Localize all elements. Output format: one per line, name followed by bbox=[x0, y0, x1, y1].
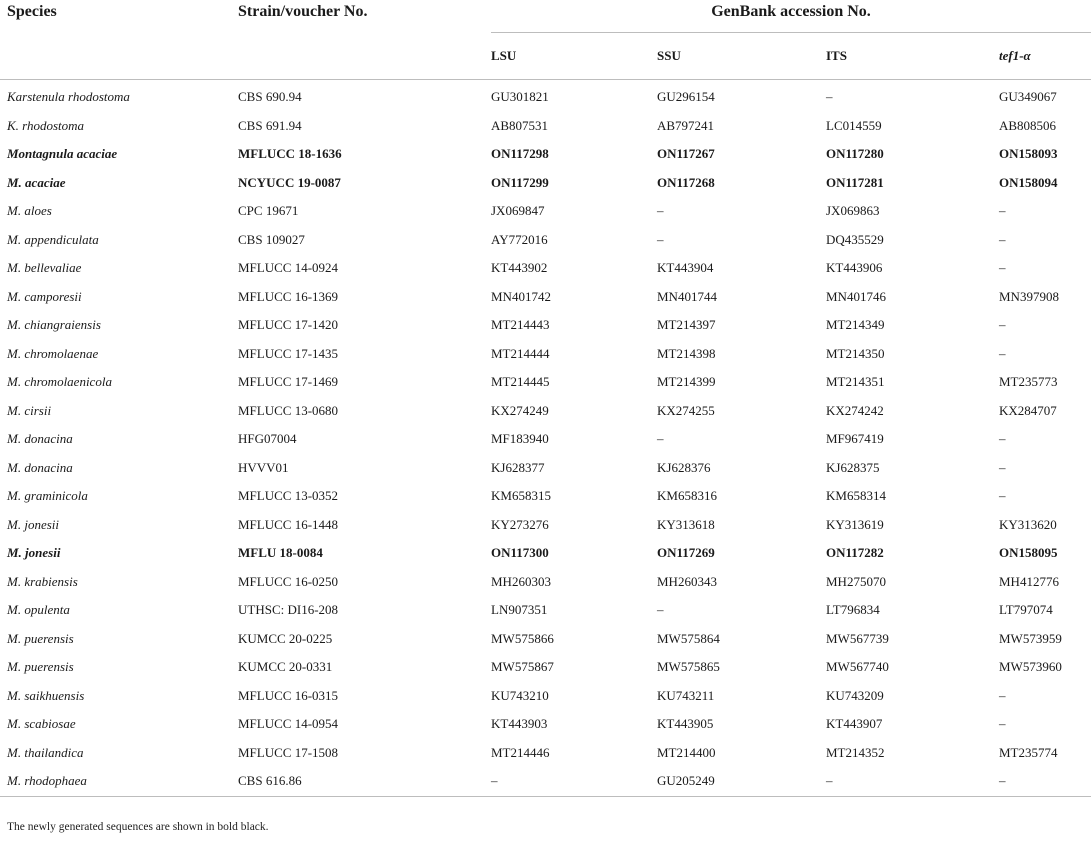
cell-species: M. aloes bbox=[7, 203, 52, 219]
cell-tef: MT235774 bbox=[999, 744, 1058, 760]
cell-its: MN401746 bbox=[826, 288, 886, 304]
cell-strain: MFLUCC 13-0680 bbox=[238, 402, 339, 418]
cell-tef: – bbox=[999, 488, 1006, 504]
cell-tef: – bbox=[999, 203, 1006, 219]
cell-species: M. chromolaenicola bbox=[7, 374, 112, 390]
cell-species: M. donacina bbox=[7, 431, 73, 447]
cell-species: M. puerensis bbox=[7, 630, 74, 646]
header-ssu: SSU bbox=[657, 33, 826, 80]
cell-lsu: MN401742 bbox=[491, 288, 551, 304]
cell-species: Karstenula rhodostoma bbox=[7, 89, 130, 105]
cell-ssu: KT443904 bbox=[657, 260, 714, 276]
cell-species: M. graminicola bbox=[7, 488, 88, 504]
cell-strain: MFLUCC 16-1369 bbox=[238, 288, 339, 304]
cell-strain: MFLUCC 13-0352 bbox=[238, 488, 339, 504]
cell-species: M. puerensis bbox=[7, 659, 74, 675]
cell-tef: MW573960 bbox=[999, 659, 1062, 675]
cell-its: KY313619 bbox=[826, 516, 884, 532]
table-row bbox=[0, 283, 1091, 312]
table-row bbox=[0, 682, 1091, 711]
cell-strain: MFLUCC 17-1508 bbox=[238, 744, 339, 760]
cell-tef: MN397908 bbox=[999, 288, 1059, 304]
cell-ssu: KY313618 bbox=[657, 516, 715, 532]
cell-tef: – bbox=[999, 231, 1006, 247]
cell-lsu: MW575866 bbox=[491, 630, 554, 646]
cell-tef: ON158093 bbox=[999, 146, 1058, 162]
cell-strain: KUMCC 20-0225 bbox=[238, 630, 333, 646]
cell-its: KJ628375 bbox=[826, 459, 880, 475]
cell-strain: MFLU 18-0084 bbox=[238, 545, 323, 561]
cell-tef: MW573959 bbox=[999, 630, 1062, 646]
cell-its: KM658314 bbox=[826, 488, 886, 504]
cell-strain: UTHSC: DI16-208 bbox=[238, 602, 339, 618]
cell-tef: – bbox=[999, 687, 1006, 703]
header-its: ITS bbox=[826, 33, 999, 80]
cell-lsu: MW575867 bbox=[491, 659, 554, 675]
cell-its: KX274242 bbox=[826, 402, 884, 418]
cell-tef: – bbox=[999, 317, 1006, 333]
cell-its: JX069863 bbox=[826, 203, 880, 219]
cell-its: DQ435529 bbox=[826, 231, 884, 247]
cell-ssu: MT214400 bbox=[657, 744, 716, 760]
cell-lsu: – bbox=[491, 767, 657, 796]
cell-its: MW567740 bbox=[826, 659, 889, 675]
cell-species: M. cirsii bbox=[7, 402, 52, 418]
cell-ssu: – bbox=[657, 431, 664, 447]
table-row bbox=[0, 653, 1091, 682]
cell-lsu: JX069847 bbox=[491, 203, 545, 219]
cell-ssu: KM658316 bbox=[657, 488, 717, 504]
cell-lsu: AB807531 bbox=[491, 117, 549, 133]
cell-ssu: KJ628376 bbox=[657, 459, 711, 475]
cell-strain: CBS 691.94 bbox=[238, 117, 302, 133]
cell-its: LT796834 bbox=[826, 602, 880, 618]
cell-species: M. donacina bbox=[7, 459, 73, 475]
cell-its: LC014559 bbox=[826, 117, 882, 133]
cell-strain: MFLUCC 17-1435 bbox=[238, 345, 339, 361]
header-lsu: LSU bbox=[491, 33, 657, 80]
cell-strain: MFLUCC 18-1636 bbox=[238, 146, 342, 162]
cell-tef: – bbox=[999, 345, 1006, 361]
cell-strain: MFLUCC 16-0315 bbox=[238, 687, 339, 703]
cell-ssu: MT214399 bbox=[657, 374, 716, 390]
cell-its: MF967419 bbox=[826, 431, 884, 447]
cell-tef: KY313620 bbox=[999, 516, 1057, 532]
cell-its: KT443907 bbox=[826, 716, 883, 732]
cell-strain: HVVV01 bbox=[238, 459, 289, 475]
cell-strain: CBS 109027 bbox=[238, 231, 305, 247]
table-footnote: The newly generated sequences are shown in bold black. bbox=[7, 821, 269, 833]
table-row bbox=[0, 511, 1091, 540]
cell-ssu: GU205249 bbox=[657, 767, 826, 796]
cell-strain: CPC 19671 bbox=[238, 203, 299, 219]
table-row bbox=[0, 425, 1091, 454]
cell-ssu: AB797241 bbox=[657, 117, 715, 133]
cell-lsu: KJ628377 bbox=[491, 459, 545, 475]
table-row bbox=[0, 340, 1091, 369]
table-row bbox=[0, 254, 1091, 283]
cell-ssu: – bbox=[657, 231, 664, 247]
table-row bbox=[0, 739, 1091, 768]
table-row bbox=[0, 140, 1091, 169]
cell-its: MT214349 bbox=[826, 317, 885, 333]
cell-its: KU743209 bbox=[826, 687, 884, 703]
cell-lsu: ON117299 bbox=[491, 174, 549, 190]
cell-its: ON117282 bbox=[826, 545, 884, 561]
cell-species: M. opulenta bbox=[7, 602, 70, 618]
cell-lsu: MT214443 bbox=[491, 317, 550, 333]
cell-strain: MFLUCC 16-1448 bbox=[238, 516, 339, 532]
cell-lsu: KX274249 bbox=[491, 402, 549, 418]
table-row bbox=[0, 197, 1091, 226]
cell-strain: KUMCC 20-0331 bbox=[238, 659, 333, 675]
cell-lsu: MT214445 bbox=[491, 374, 550, 390]
cell-ssu: MN401744 bbox=[657, 288, 717, 304]
cell-species: M. scabiosae bbox=[7, 716, 76, 732]
cell-species: M. camporesii bbox=[7, 288, 82, 304]
cell-strain: MFLUCC 14-0954 bbox=[238, 716, 339, 732]
cell-species: M. saikhuensis bbox=[7, 687, 85, 703]
cell-ssu: ON117267 bbox=[657, 146, 715, 162]
cell-lsu: KU743210 bbox=[491, 687, 549, 703]
cell-its: MW567739 bbox=[826, 630, 889, 646]
table-row bbox=[0, 112, 1091, 141]
cell-tef: MH412776 bbox=[999, 573, 1059, 589]
cell-tef: – bbox=[999, 767, 1091, 796]
table-row bbox=[0, 482, 1091, 511]
cell-its: – bbox=[826, 89, 833, 105]
cell-its: KT443906 bbox=[826, 260, 883, 276]
cell-species: M. krabiensis bbox=[7, 573, 78, 589]
table-row bbox=[0, 625, 1091, 654]
cell-tef: AB808506 bbox=[999, 117, 1057, 133]
cell-its: MT214350 bbox=[826, 345, 885, 361]
cell-ssu: KX274255 bbox=[657, 402, 715, 418]
cell-lsu: MT214444 bbox=[491, 345, 550, 361]
cell-species: M. jonesii bbox=[7, 545, 61, 561]
table-row bbox=[0, 311, 1091, 340]
cell-strain: CBS 690.94 bbox=[238, 89, 302, 105]
header-genbank: GenBank accession No. bbox=[491, 0, 1091, 33]
cell-species: K. rhodostoma bbox=[7, 117, 85, 133]
cell-its: MT214351 bbox=[826, 374, 885, 390]
cell-its: ON117280 bbox=[826, 146, 884, 162]
cell-ssu: KU743211 bbox=[657, 687, 715, 703]
cell-ssu: MT214397 bbox=[657, 317, 716, 333]
cell-species: M. chiangraiensis bbox=[7, 317, 101, 333]
cell-strain: MFLUCC 17-1469 bbox=[238, 374, 339, 390]
cell-its: MT214352 bbox=[826, 744, 885, 760]
cell-species: M. appendiculata bbox=[7, 231, 99, 247]
cell-tef: KX284707 bbox=[999, 402, 1057, 418]
header-strain-blank bbox=[238, 33, 491, 80]
cell-strain: MFLUCC 17-1420 bbox=[238, 317, 339, 333]
cell-species: M. chromolaenae bbox=[7, 345, 99, 361]
cell-tef: ON158095 bbox=[999, 545, 1058, 561]
cell-ssu: MW575864 bbox=[657, 630, 720, 646]
table-row bbox=[0, 568, 1091, 597]
cell-ssu: ON117269 bbox=[657, 545, 715, 561]
cell-lsu: MT214446 bbox=[491, 744, 550, 760]
cell-ssu: MT214398 bbox=[657, 345, 716, 361]
table-row bbox=[0, 454, 1091, 483]
cell-strain: MFLUCC 16-0250 bbox=[238, 573, 339, 589]
table-row bbox=[0, 169, 1091, 198]
table-row bbox=[0, 397, 1091, 426]
cell-tef: – bbox=[999, 716, 1006, 732]
cell-ssu: ON117268 bbox=[657, 174, 715, 190]
cell-tef: – bbox=[999, 459, 1006, 475]
cell-species: M. thailandica bbox=[7, 744, 84, 760]
table-row bbox=[0, 596, 1091, 625]
cell-ssu: KT443905 bbox=[657, 716, 714, 732]
header-tef: tef1-α bbox=[999, 33, 1091, 80]
cell-tef: MT235773 bbox=[999, 374, 1058, 390]
cell-ssu: MH260343 bbox=[657, 573, 717, 589]
cell-lsu: LN907351 bbox=[491, 602, 548, 618]
table-row bbox=[0, 80, 1091, 112]
table-row bbox=[0, 368, 1091, 397]
cell-ssu: MW575865 bbox=[657, 659, 720, 675]
cell-strain: MFLUCC 14-0924 bbox=[238, 260, 339, 276]
cell-lsu: AY772016 bbox=[491, 231, 548, 247]
header-species: Species bbox=[7, 3, 57, 20]
table-row bbox=[0, 710, 1091, 739]
cell-tef: – bbox=[999, 431, 1006, 447]
cell-lsu: ON117298 bbox=[491, 146, 549, 162]
cell-tef: GU349067 bbox=[999, 89, 1057, 105]
cell-species: Montagnula acaciae bbox=[7, 146, 118, 162]
cell-tef: – bbox=[999, 260, 1006, 276]
cell-strain: CBS 616.86 bbox=[238, 767, 491, 796]
cell-species: M. rhodophaea bbox=[0, 767, 238, 796]
cell-ssu: – bbox=[657, 203, 664, 219]
cell-species: M. bellevaliae bbox=[7, 260, 82, 276]
cell-lsu: KT443902 bbox=[491, 260, 548, 276]
table-row bbox=[0, 767, 1091, 796]
cell-species: M. acaciae bbox=[7, 174, 66, 190]
table-row bbox=[0, 226, 1091, 255]
cell-its: – bbox=[826, 767, 999, 796]
cell-strain: HFG07004 bbox=[238, 431, 297, 447]
cell-ssu: GU296154 bbox=[657, 89, 715, 105]
cell-its: ON117281 bbox=[826, 174, 884, 190]
cell-lsu: KY273276 bbox=[491, 516, 549, 532]
cell-its: MH275070 bbox=[826, 573, 886, 589]
cell-species: M. jonesii bbox=[7, 516, 59, 532]
table-row bbox=[0, 539, 1091, 568]
cell-lsu: ON117300 bbox=[491, 545, 549, 561]
cell-tef: ON158094 bbox=[999, 174, 1058, 190]
cell-tef: LT797074 bbox=[999, 602, 1053, 618]
cell-lsu: MH260303 bbox=[491, 573, 551, 589]
cell-lsu: KM658315 bbox=[491, 488, 551, 504]
cell-strain: NCYUCC 19-0087 bbox=[238, 174, 341, 190]
header-strain: Strain/voucher No. bbox=[238, 3, 368, 20]
table-body bbox=[0, 80, 1091, 797]
cell-ssu: – bbox=[657, 602, 664, 618]
cell-lsu: KT443903 bbox=[491, 716, 548, 732]
header-species-blank bbox=[0, 33, 238, 80]
cell-lsu: GU301821 bbox=[491, 89, 549, 105]
cell-lsu: MF183940 bbox=[491, 431, 549, 447]
